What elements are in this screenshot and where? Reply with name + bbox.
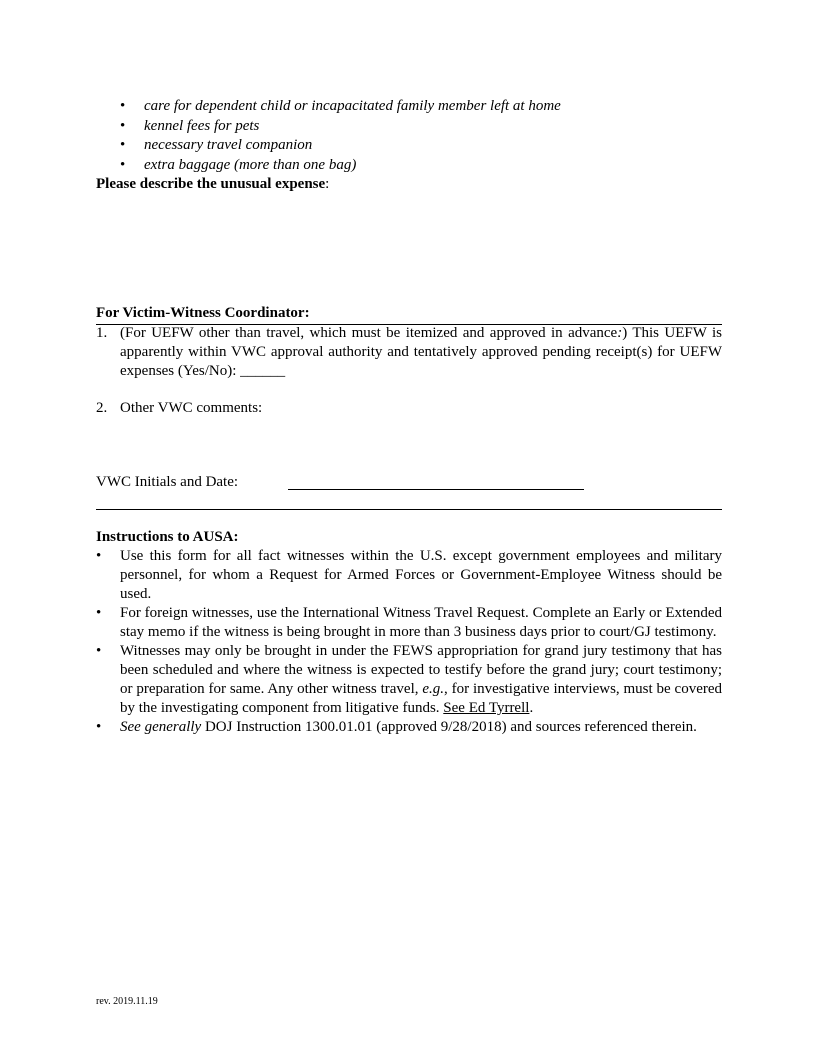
list-item xyxy=(96,642,722,718)
item-number: 1. xyxy=(96,325,108,341)
bullet-icon: • xyxy=(120,156,126,173)
bullet-icon: • xyxy=(120,98,126,114)
expense-text: extra baggage (more than one bag) xyxy=(144,156,357,173)
instruction-text-continued: , for investigative interviews, must be covered by the investigating component from litigative funds. xyxy=(120,681,723,716)
instruction-text: DOJ Instruction 1300.01.01 (approved 9/28/2018) and sources referenced therein. xyxy=(201,719,697,735)
see-ed-tyrrell-link[interactable]: See Ed Tyrrell xyxy=(443,700,530,716)
vwc-initials-field[interactable] xyxy=(288,489,584,490)
list-item xyxy=(96,97,722,117)
bullet-icon: • xyxy=(96,719,102,735)
colon: : xyxy=(325,176,330,192)
form-page xyxy=(96,97,723,735)
bullet-icon: • xyxy=(96,605,102,621)
bullet-icon: • xyxy=(120,137,126,153)
unusual-expense-list xyxy=(96,97,722,175)
vwc-item-1 xyxy=(96,324,722,381)
bullet-icon: • xyxy=(96,548,102,564)
ausa-instructions-list xyxy=(96,547,722,737)
instruction-text: Use this form for all fact witnesses within the U.S. except government employees and military personnel, for whom a Request for Armed Forces or Government-Employee Witness should be used. xyxy=(120,548,722,602)
list-item xyxy=(96,117,722,137)
unusual-expense-label: Please describe the unusual expense xyxy=(96,176,326,192)
item-text-continued: ) This UEFW is apparently within VWC approval authority and tentatively approved pending receipt(s) for UEFW expenses (Yes/No): ______ xyxy=(120,325,722,379)
instruction-italic: See generally xyxy=(120,719,202,735)
expense-text: necessary travel companion xyxy=(144,137,313,153)
list-item xyxy=(96,156,722,176)
numbered-item xyxy=(96,324,722,381)
instruction-text: Witnesses may only be brought in under the FEWS appropriation for grand jury testimony that has been scheduled and where the witness is expected to testify before the grand jury; court testimony; or preparation for same. Any other witness travel, xyxy=(120,643,722,697)
expense-text: care for dependent child or incapacitated family member left at home xyxy=(144,98,561,114)
instruction-eg: e.g. xyxy=(422,681,445,697)
vwc-section-title: For Victim-Witness Coordinator: xyxy=(96,304,722,325)
item-text: (For UEFW other than travel, which must be itemized and approved in advance xyxy=(120,325,618,341)
bullet-icon: • xyxy=(96,643,102,659)
unusual-expense-prompt xyxy=(96,175,722,194)
list-item xyxy=(96,547,722,604)
list-item xyxy=(96,604,722,642)
item-colon: : xyxy=(617,325,623,341)
vwc-initials-label: VWC Initials and Date: xyxy=(96,474,239,490)
instruction-text: For foreign witnesses, use the International Witness Travel Request. Complete an Early or Extended stay memo if the witness is being brought in more than 3 business days prior to court/GJ testimony. xyxy=(120,605,722,640)
section-divider xyxy=(96,509,722,510)
ausa-section-title: Instructions to AUSA: xyxy=(96,529,239,545)
bullet-icon: • xyxy=(120,117,126,134)
instruction-period: . xyxy=(529,700,534,716)
item-text: Other VWC comments: xyxy=(120,400,263,416)
revision-footer: rev. 2019.11.19 xyxy=(96,996,158,1007)
item-number: 2. xyxy=(96,400,108,416)
list-item xyxy=(96,136,722,156)
list-item xyxy=(96,718,722,737)
vwc-initials-row xyxy=(96,473,722,492)
expense-text: kennel fees for pets xyxy=(144,117,260,134)
numbered-item xyxy=(96,399,722,418)
vwc-item-2 xyxy=(96,399,722,418)
